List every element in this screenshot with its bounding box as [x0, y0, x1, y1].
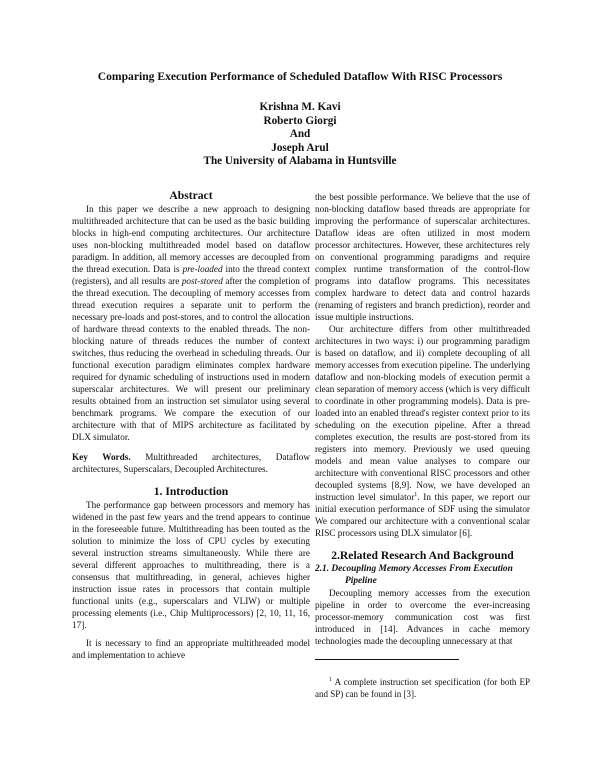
intro-paragraph-3: Our architecture differs from other multithreaded architectures in two ways: i) our programming paradigm is based on dataflow, and ii) complete decoupling of all memory accesses from execution pipeline. The underlying dataflow and non-blocking models of execution permit a clean separation of memory access (which is very difficult to coordinate in other programming models). Data is pre-loaded into an enabled thread's register context prior to its scheduling on the execution pipeline. After a thread completes execution, the results are post-stored from its registers into memory. Previously we used queuing models and mean value analyses to compare our architecture with conventional RISC processors and other decoupled systems [8,9]. Now, we have developed an instruction level simulator$^1$. In this paper, we report our initial execution performance of SDF using the simulator We compared our architecture with a conventional scalar RISC processors using DLX simulator [6]. [315, 324, 530, 538]
left-column [72, 189, 310, 661]
author-name: Roberto Giorgi [263, 114, 337, 127]
intro-paragraph-2: It is necessary to find an appropriate multithreaded model and implementation to achieve [72, 638, 310, 660]
author-name: Krishna M. Kavi [259, 101, 341, 113]
footnote: $^1$ A complete instruction set specification (for both EP and SP) can be found in [3]. [315, 677, 530, 699]
keywords: Key Words. Multithreaded architectures, Dataflow architectures, Superscalars, Decoupled Architectures. [72, 452, 310, 474]
affiliation: The University of Alabama in Huntsville [203, 155, 397, 168]
related-research-heading: 2.Related Research And Background [331, 549, 514, 562]
intro-paragraph-1: The performance gap between processors and memory has widened in the past few years and the trend appears to continue in the foreseeable future. Multithreading has been touted as the solution to minimize the loss of CPU cycles by executing several instruction streams simultaneously. While there are several different approaches to multithreading, there is a consensus that multithreading, in general, achieves higher instruction issue rates in processors that contain multiple functional units (e.g., superscalars and VLIW) or multiple processing elements (i.e., Chip Multiprocessors) [2, 10, 11, 16, 17]. [72, 500, 310, 630]
emphasis: post-stored [181, 276, 223, 286]
intro-paragraph-2-continued: the best possible performance. We believe that the use of non-blocking dataflow based threads are appropriate for improving the performance of superscalar architectures. Dataflow ideas are often utilized in most modern processor architectures. However, these architectures rely on conventional programming paradigms and require complex runtime transformation of the control-flow programs into dataflow programs. This necessitates complex hardware to detect data and control hazards (renaming of registers and branch prediction), reorder and issue multiple instructions. [315, 192, 530, 322]
author-block [0, 101, 600, 169]
introduction-heading: 1. Introduction [153, 485, 229, 498]
author-name: Joseph Arul [271, 141, 329, 154]
author-conjunction: And [289, 128, 311, 141]
footnote-number: 1 [329, 677, 332, 683]
abstract-heading: Abstract [169, 189, 213, 202]
footnote-marker: 1 [414, 491, 418, 498]
paper-title: Comparing Execution Performance of Scheduled Dataflow With RISC Processors [97, 70, 503, 83]
right-column [315, 191, 530, 700]
emphasis: pre-loaded [182, 264, 223, 274]
footnote-divider [315, 659, 459, 660]
subsection-heading: 2.1. Decoupling Memory Accesses From Execution Pipeline [315, 564, 513, 586]
related-paragraph-1: Decoupling memory accesses from the execution pipeline in order to overcome the ever-increasing processor-memory communication cost was first introduced in [14]. Advances in cache memory technologies made the decoupling unnecessary at that [315, 588, 530, 646]
keywords-label: Key Words. [72, 452, 131, 462]
abstract-text: In this paper we describe a new approach to designing multithreaded architecture that can be used as the basic building blocks in high-end computing architectures. Our architecture uses non-blocking multithreaded model based on dataflow paradigm. In addition, all memory accesses are decoupled from the thread execution. Data is pre-loaded into the thread context (registers), and all results are post-stored after the completion of the thread execution. The decoupling of memory accesses from thread execution requires a separate unit to perform the necessary pre-loads and post-stores, and to control the allocation of hardware thread contexts to the enabled threads. The non-blocking nature of threads reduces the number of context switches, thus reducing the overhead in scheduling threads. Our functional execution paradigm eliminates complex hardware required for dynamic scheduling of instructions used in modern superscalar architectures. We will present our preliminary results obtained from an instruction set simulator using several benchmark programs. We compare the execution of our architecture with that of MIPS architecture as facilitated by DLX simulator. [72, 204, 311, 442]
